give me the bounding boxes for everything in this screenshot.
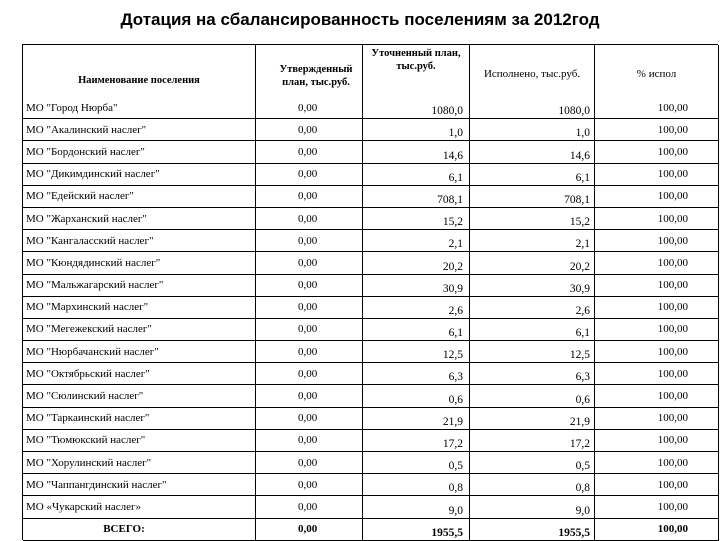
table-row — [23, 275, 718, 297]
cell-settlement-name: МО "Мегежекский наслег" — [23, 319, 256, 341]
cell-refined-plan: 708,1 — [363, 186, 470, 208]
total-label: ВСЕГО: — [23, 519, 256, 541]
cell-settlement-name: МО "Жарханский наслег" — [23, 208, 256, 230]
cell-approved-plan: 0,00 — [256, 230, 363, 252]
table-row — [23, 208, 718, 230]
cell-executed: 1080,0 — [470, 97, 595, 119]
cell-executed: 0,6 — [470, 385, 595, 407]
cell-settlement-name: МО "Нюрбачанский наслег" — [23, 341, 256, 363]
cell-settlement-name: МО "Кюндядинский наслег" — [23, 252, 256, 274]
cell-executed: 12,5 — [470, 341, 595, 363]
cell-refined-plan: 9,0 — [363, 496, 470, 518]
cell-approved-plan: 0,00 — [256, 408, 363, 430]
cell-approved-plan: 0,00 — [256, 186, 363, 208]
cell-refined-plan: 17,2 — [363, 430, 470, 452]
cell-percent-executed: 100,00 — [595, 341, 719, 363]
cell-refined-plan: 0,8 — [363, 474, 470, 496]
cell-settlement-name: МО "Бордонский наслег" — [23, 141, 256, 163]
cell-percent-executed: 100,00 — [595, 474, 719, 496]
cell-percent-executed: 100,00 — [595, 319, 719, 341]
cell-executed: 2,1 — [470, 230, 595, 252]
cell-executed: 9,0 — [470, 496, 595, 518]
cell-refined-plan: 6,3 — [363, 363, 470, 385]
cell-percent-executed: 100,00 — [595, 275, 719, 297]
cell-approved-plan: 0,00 — [256, 385, 363, 407]
total-approved: 0,00 — [256, 519, 363, 541]
cell-approved-plan: 0,00 — [256, 141, 363, 163]
table-row — [23, 230, 718, 252]
table-row — [23, 119, 718, 141]
cell-refined-plan: 1080,0 — [363, 97, 470, 119]
cell-settlement-name: МО "Мархинский наслег" — [23, 297, 256, 319]
table-row — [23, 430, 718, 452]
cell-refined-plan: 6,1 — [363, 319, 470, 341]
cell-settlement-name: МО "Октябрьский наслег" — [23, 363, 256, 385]
cell-percent-executed: 100,00 — [595, 496, 719, 518]
cell-refined-plan: 15,2 — [363, 208, 470, 230]
cell-percent-executed: 100,00 — [595, 385, 719, 407]
cell-refined-plan: 2,1 — [363, 230, 470, 252]
table-row — [23, 385, 718, 407]
cell-settlement-name: МО "Дикимдинский наслег" — [23, 164, 256, 186]
cell-approved-plan: 0,00 — [256, 363, 363, 385]
cell-executed: 14,6 — [470, 141, 595, 163]
cell-percent-executed: 100,00 — [595, 119, 719, 141]
cell-approved-plan: 0,00 — [256, 119, 363, 141]
header-executed: Исполнено, тыс.руб. — [470, 45, 595, 97]
cell-approved-plan: 0,00 — [256, 252, 363, 274]
header-settlement-name: Наименование поселения — [23, 45, 256, 97]
cell-percent-executed: 100,00 — [595, 297, 719, 319]
cell-approved-plan: 0,00 — [256, 319, 363, 341]
table-row — [23, 496, 718, 518]
cell-refined-plan: 21,9 — [363, 408, 470, 430]
cell-approved-plan: 0,00 — [256, 496, 363, 518]
table-row — [23, 186, 718, 208]
cell-settlement-name: МО "Сюлинский наслег" — [23, 385, 256, 407]
cell-refined-plan: 14,6 — [363, 141, 470, 163]
cell-refined-plan: 0,5 — [363, 452, 470, 474]
cell-percent-executed: 100,00 — [595, 141, 719, 163]
total-row — [23, 519, 718, 541]
cell-percent-executed: 100,00 — [595, 452, 719, 474]
cell-executed: 15,2 — [470, 208, 595, 230]
cell-approved-plan: 0,00 — [256, 275, 363, 297]
header-refined-plan: Уточненный план, тыс.руб. — [363, 45, 470, 97]
cell-settlement-name: МО "Таркаинский наслег" — [23, 408, 256, 430]
cell-settlement-name: МО «Чукарский наслег» — [23, 496, 256, 518]
cell-percent-executed: 100,00 — [595, 363, 719, 385]
cell-settlement-name: МО "Мальжагарский наслег" — [23, 275, 256, 297]
cell-executed: 1,0 — [470, 119, 595, 141]
table-row — [23, 408, 718, 430]
table-body — [23, 97, 718, 519]
subsidy-table — [22, 44, 718, 540]
total-percent: 100,00 — [595, 519, 719, 541]
table-row — [23, 141, 718, 163]
table-row — [23, 97, 718, 119]
table-row — [23, 164, 718, 186]
cell-executed: 708,1 — [470, 186, 595, 208]
cell-executed: 2,6 — [470, 297, 595, 319]
cell-percent-executed: 100,00 — [595, 208, 719, 230]
cell-refined-plan: 2,6 — [363, 297, 470, 319]
cell-refined-plan: 0,6 — [363, 385, 470, 407]
cell-refined-plan: 30,9 — [363, 275, 470, 297]
cell-executed: 30,9 — [470, 275, 595, 297]
cell-refined-plan: 1,0 — [363, 119, 470, 141]
cell-approved-plan: 0,00 — [256, 430, 363, 452]
cell-approved-plan: 0,00 — [256, 474, 363, 496]
cell-approved-plan: 0,00 — [256, 164, 363, 186]
table-row — [23, 341, 718, 363]
cell-refined-plan: 20,2 — [363, 252, 470, 274]
cell-executed: 20,2 — [470, 252, 595, 274]
cell-executed: 17,2 — [470, 430, 595, 452]
cell-executed: 6,3 — [470, 363, 595, 385]
cell-percent-executed: 100,00 — [595, 408, 719, 430]
cell-approved-plan: 0,00 — [256, 297, 363, 319]
page-title: Дотация на сбалансированность поселениям за 2012год — [120, 10, 600, 29]
cell-percent-executed: 100,00 — [595, 97, 719, 119]
cell-settlement-name: МО "Хорулинский наслег" — [23, 452, 256, 474]
table-row — [23, 252, 718, 274]
cell-approved-plan: 0,00 — [256, 341, 363, 363]
cell-approved-plan: 0,00 — [256, 452, 363, 474]
cell-executed: 0,8 — [470, 474, 595, 496]
header-approved-plan: Утвержденный план, тыс.руб. — [256, 45, 363, 97]
table-header-row — [23, 45, 718, 97]
cell-approved-plan: 0,00 — [256, 97, 363, 119]
cell-settlement-name: МО "Тюмюкский наслег" — [23, 430, 256, 452]
table-row — [23, 474, 718, 496]
cell-executed: 21,9 — [470, 408, 595, 430]
cell-refined-plan: 6,1 — [363, 164, 470, 186]
table-row — [23, 452, 718, 474]
total-executed: 1955,5 — [470, 519, 595, 541]
cell-settlement-name: МО "Едейский наслег" — [23, 186, 256, 208]
cell-percent-executed: 100,00 — [595, 430, 719, 452]
cell-executed: 6,1 — [470, 164, 595, 186]
cell-percent-executed: 100,00 — [595, 252, 719, 274]
total-refined: 1955,5 — [363, 519, 470, 541]
cell-settlement-name: МО "Кангаласский наслег" — [23, 230, 256, 252]
cell-executed: 6,1 — [470, 319, 595, 341]
cell-settlement-name: МО "Город Нюрба" — [23, 97, 256, 119]
table-row — [23, 363, 718, 385]
header-percent-executed: % испол — [595, 45, 719, 97]
cell-percent-executed: 100,00 — [595, 230, 719, 252]
cell-percent-executed: 100,00 — [595, 164, 719, 186]
table-row — [23, 297, 718, 319]
cell-settlement-name: МО "Акалинский наслег" — [23, 119, 256, 141]
cell-executed: 0,5 — [470, 452, 595, 474]
table-row — [23, 319, 718, 341]
cell-percent-executed: 100,00 — [595, 186, 719, 208]
cell-approved-plan: 0,00 — [256, 208, 363, 230]
cell-refined-plan: 12,5 — [363, 341, 470, 363]
cell-settlement-name: МО "Чаппангдинский наслег" — [23, 474, 256, 496]
